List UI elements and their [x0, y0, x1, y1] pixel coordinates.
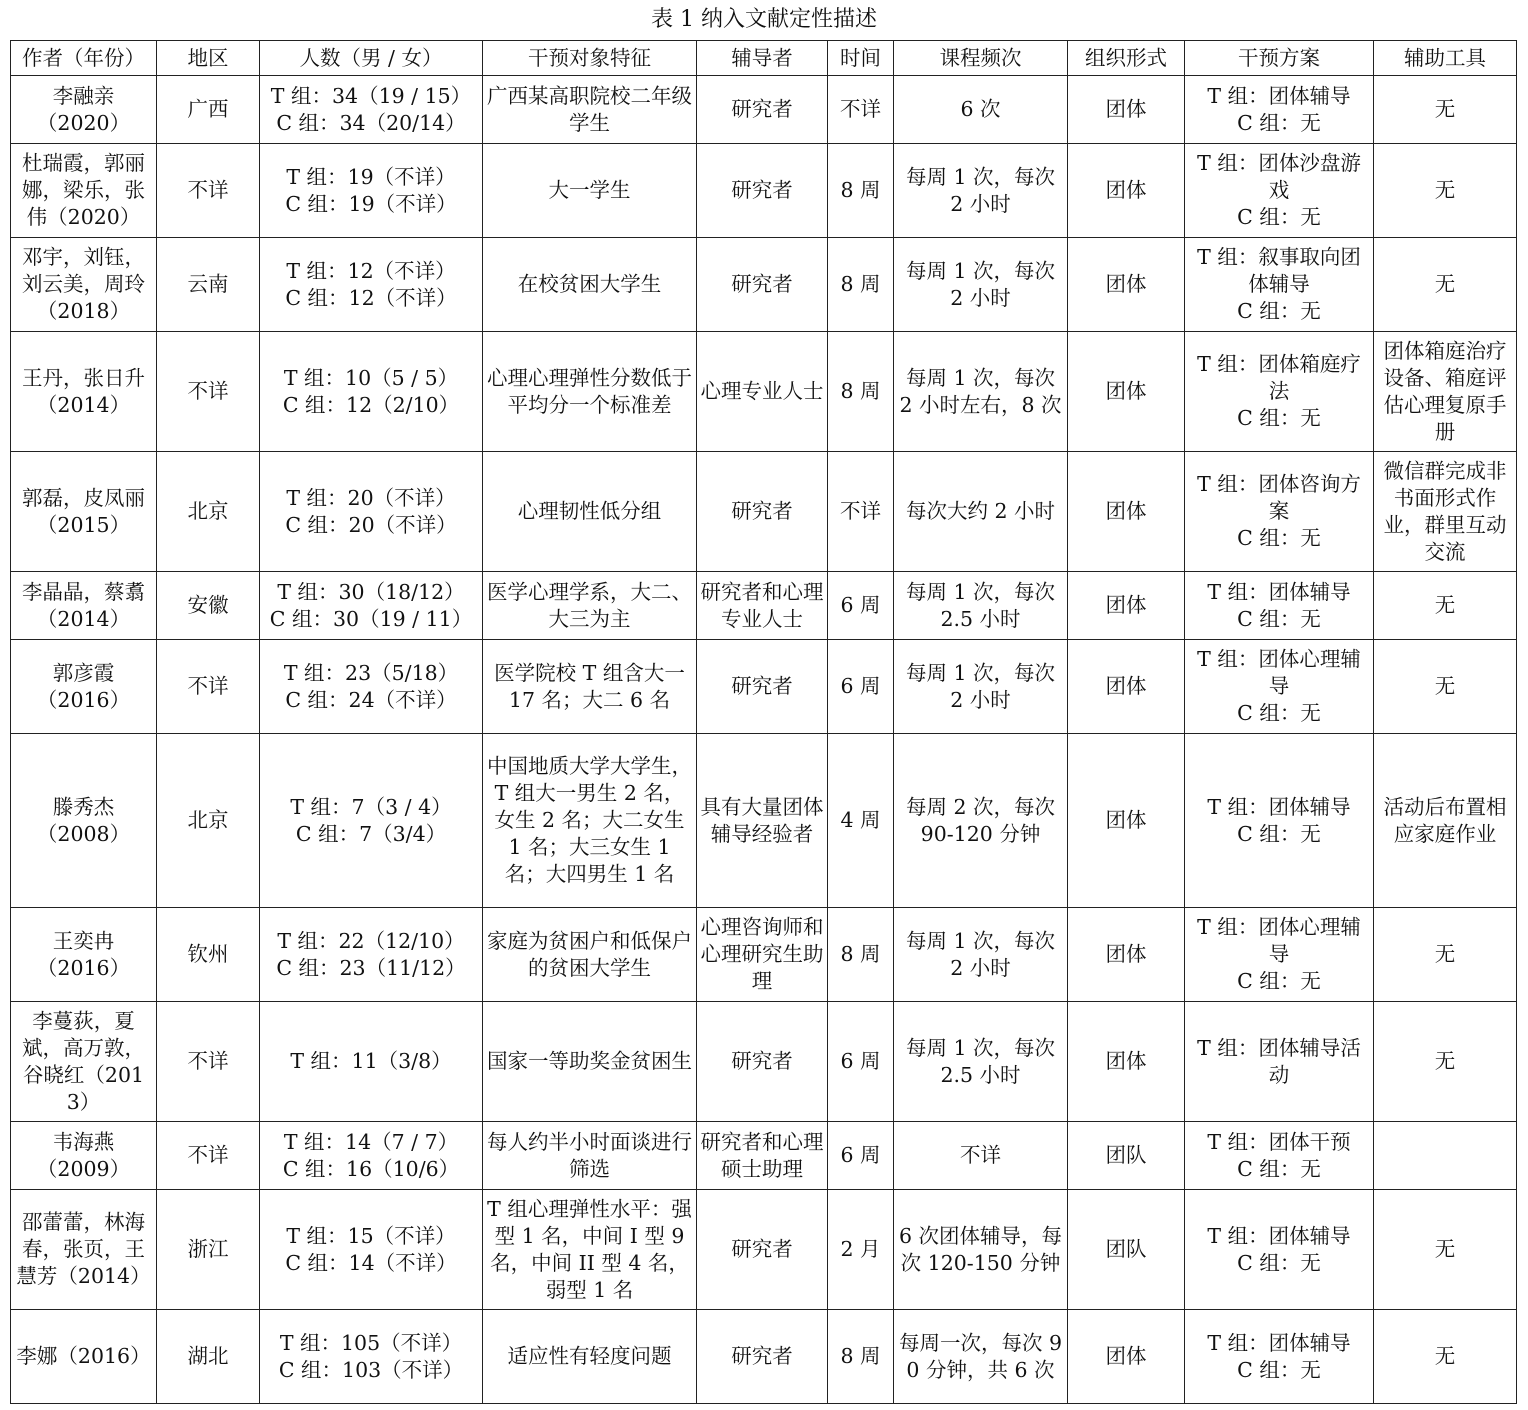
cell-count: T 组：23（5/18） C 组：24（不详） [260, 640, 483, 734]
cell-tools: 无 [1374, 572, 1517, 640]
cell-author: 邵蕾蕾，林海春，张页，王慧芳（2014） [11, 1190, 157, 1310]
cell-subjects: 中国地质大学大学生，T 组大一男生 2 名，女生 2 名；大二女生 1 名；大三女生 1 名；大四男生 1 名 [483, 734, 697, 908]
cell-subjects: 每人约半小时面谈进行筛选 [483, 1122, 697, 1190]
cell-count: T 组：12（不详） C 组：12（不详） [260, 238, 483, 332]
cell-plan: T 组：团体辅导活动 [1185, 1002, 1374, 1122]
cell-plan: T 组：团体箱庭疗法 C 组：无 [1185, 332, 1374, 452]
cell-format: 团体 [1068, 332, 1185, 452]
header-subjects: 干预对象特征 [483, 41, 697, 76]
cell-region: 广西 [157, 76, 260, 144]
cell-count: T 组：105（不详） C 组：103（不详） [260, 1310, 483, 1404]
cell-count: T 组：19（不详） C 组：19（不详） [260, 144, 483, 238]
cell-tutor: 研究者和心理硕士助理 [697, 1122, 828, 1190]
cell-tutor: 研究者 [697, 238, 828, 332]
cell-region: 不详 [157, 1002, 260, 1122]
cell-subjects: 适应性有轻度问题 [483, 1310, 697, 1404]
cell-frequency: 每周 1 次，每次 2 小时 [894, 238, 1068, 332]
cell-plan: T 组：团体心理辅导 C 组：无 [1185, 908, 1374, 1002]
cell-time: 8 周 [828, 1310, 894, 1404]
cell-region: 浙江 [157, 1190, 260, 1310]
cell-subjects: 心理韧性低分组 [483, 452, 697, 572]
cell-author: 滕秀杰 （2008） [11, 734, 157, 908]
header-count: 人数（男 / 女） [260, 41, 483, 76]
cell-frequency: 每周 1 次，每次 2 小时 [894, 144, 1068, 238]
cell-format: 团队 [1068, 1190, 1185, 1310]
cell-time: 不详 [828, 76, 894, 144]
cell-time: 6 周 [828, 1122, 894, 1190]
table-row [11, 144, 1517, 238]
cell-time: 8 周 [828, 238, 894, 332]
cell-tools: 团体箱庭治疗设备、箱庭评估心理复原手册 [1374, 332, 1517, 452]
cell-region: 不详 [157, 144, 260, 238]
cell-tutor: 研究者 [697, 76, 828, 144]
cell-author: 杜瑞霞，郭丽娜，梁乐，张伟（2020） [11, 144, 157, 238]
cell-author: 郭磊，皮凤丽（2015） [11, 452, 157, 572]
cell-plan: T 组：团体辅导 C 组：无 [1185, 1190, 1374, 1310]
literature-table [10, 40, 1517, 1404]
table-row [11, 1190, 1517, 1310]
cell-time: 6 周 [828, 1002, 894, 1122]
cell-count: T 组：7（3 / 4） C 组：7（3/4） [260, 734, 483, 908]
cell-tools: 微信群完成非书面形式作业，群里互动交流 [1374, 452, 1517, 572]
cell-plan: T 组：团体咨询方案 C 组：无 [1185, 452, 1374, 572]
table-row [11, 76, 1517, 144]
cell-time: 6 周 [828, 640, 894, 734]
table-row [11, 1122, 1517, 1190]
cell-subjects: 大一学生 [483, 144, 697, 238]
cell-time: 4 周 [828, 734, 894, 908]
cell-subjects: 医学院校 T 组含大一 17 名；大二 6 名 [483, 640, 697, 734]
header-tutor: 辅导者 [697, 41, 828, 76]
cell-count: T 组：34（19 / 15） C 组：34（20/14） [260, 76, 483, 144]
cell-subjects: 心理心理弹性分数低于平均分一个标准差 [483, 332, 697, 452]
header-time: 时间 [828, 41, 894, 76]
cell-tutor: 研究者 [697, 1190, 828, 1310]
cell-tools: 无 [1374, 76, 1517, 144]
cell-region: 北京 [157, 734, 260, 908]
cell-count: T 组：30（18/12） C 组：30（19 / 11） [260, 572, 483, 640]
table-row [11, 332, 1517, 452]
cell-format: 团队 [1068, 1122, 1185, 1190]
cell-author: 李晶晶，蔡翥（2014） [11, 572, 157, 640]
cell-time: 8 周 [828, 908, 894, 1002]
cell-plan: T 组：团体辅导 C 组：无 [1185, 734, 1374, 908]
cell-format: 团体 [1068, 238, 1185, 332]
cell-frequency: 每周 1 次，每次 2 小时左右，8 次 [894, 332, 1068, 452]
cell-region: 不详 [157, 640, 260, 734]
cell-time: 6 周 [828, 572, 894, 640]
cell-format: 团体 [1068, 1002, 1185, 1122]
cell-tools [1374, 1122, 1517, 1190]
cell-count: T 组：11（3/8） [260, 1002, 483, 1122]
cell-plan: T 组：团体辅导 C 组：无 [1185, 572, 1374, 640]
cell-format: 团体 [1068, 452, 1185, 572]
cell-frequency: 6 次 [894, 76, 1068, 144]
header-author: 作者（年份） [11, 41, 157, 76]
header-region: 地区 [157, 41, 260, 76]
cell-frequency: 6 次团体辅导，每次 120-150 分钟 [894, 1190, 1068, 1310]
table-row [11, 1002, 1517, 1122]
cell-frequency: 每周 1 次，每次 2.5 小时 [894, 1002, 1068, 1122]
cell-region: 北京 [157, 452, 260, 572]
table-row [11, 452, 1517, 572]
cell-frequency: 每周 1 次，每次 2 小时 [894, 908, 1068, 1002]
cell-format: 团体 [1068, 640, 1185, 734]
cell-subjects: 在校贫困大学生 [483, 238, 697, 332]
cell-time: 不详 [828, 452, 894, 572]
cell-region: 湖北 [157, 1310, 260, 1404]
cell-tutor: 研究者 [697, 1310, 828, 1404]
cell-tutor: 具有大量团体辅导经验者 [697, 734, 828, 908]
cell-time: 8 周 [828, 144, 894, 238]
cell-subjects: 医学心理学系，大二、大三为主 [483, 572, 697, 640]
cell-count: T 组：14（7 / 7） C 组：16（10/6） [260, 1122, 483, 1190]
table-row [11, 908, 1517, 1002]
cell-author: 韦海燕 （2009） [11, 1122, 157, 1190]
cell-tools: 无 [1374, 144, 1517, 238]
cell-plan: T 组：团体干预 C 组：无 [1185, 1122, 1374, 1190]
cell-tutor: 研究者 [697, 640, 828, 734]
cell-plan: T 组：团体辅导 C 组：无 [1185, 1310, 1374, 1404]
cell-tools: 无 [1374, 640, 1517, 734]
cell-frequency: 每周 2 次，每次 90-120 分钟 [894, 734, 1068, 908]
cell-tutor: 研究者 [697, 452, 828, 572]
table-row [11, 1310, 1517, 1404]
cell-tools: 无 [1374, 1310, 1517, 1404]
table-body [11, 76, 1517, 1404]
cell-tools: 无 [1374, 1190, 1517, 1310]
cell-author: 邓宇，刘钰，刘云美，周玲（2018） [11, 238, 157, 332]
cell-count: T 组：10（5 / 5） C 组：12（2/10） [260, 332, 483, 452]
cell-plan: T 组：团体心理辅导 C 组：无 [1185, 640, 1374, 734]
cell-tutor: 研究者 [697, 1002, 828, 1122]
header-row [11, 41, 1517, 76]
cell-region: 不详 [157, 332, 260, 452]
cell-subjects: 家庭为贫困户和低保户的贫困大学生 [483, 908, 697, 1002]
cell-author: 李蔓荻，夏斌，高万敦，谷晓红（2013） [11, 1002, 157, 1122]
cell-region: 云南 [157, 238, 260, 332]
header-plan: 干预方案 [1185, 41, 1374, 76]
cell-format: 团体 [1068, 144, 1185, 238]
cell-plan: T 组：团体辅导 C 组：无 [1185, 76, 1374, 144]
cell-author: 王奕冉 （2016） [11, 908, 157, 1002]
cell-author: 王丹，张日升（2014） [11, 332, 157, 452]
cell-region: 钦州 [157, 908, 260, 1002]
header-frequency: 课程频次 [894, 41, 1068, 76]
header-tools: 辅助工具 [1374, 41, 1517, 76]
table-row [11, 734, 1517, 908]
cell-author: 李娜（2016） [11, 1310, 157, 1404]
table-caption: 表 1 纳入文献定性描述 [651, 7, 877, 32]
cell-format: 团体 [1068, 572, 1185, 640]
cell-frequency: 每次大约 2 小时 [894, 452, 1068, 572]
cell-format: 团体 [1068, 734, 1185, 908]
cell-subjects: T 组心理弹性水平：强型 1 名，中间 I 型 9 名，中间 II 型 4 名，弱型 1 名 [483, 1190, 697, 1310]
cell-tutor: 心理咨询师和心理研究生助理 [697, 908, 828, 1002]
cell-tutor: 研究者 [697, 144, 828, 238]
cell-region: 不详 [157, 1122, 260, 1190]
cell-frequency: 每周 1 次，每次 2 小时 [894, 640, 1068, 734]
cell-tutor: 研究者和心理专业人士 [697, 572, 828, 640]
cell-tools: 无 [1374, 238, 1517, 332]
cell-format: 团体 [1068, 908, 1185, 1002]
cell-tools: 活动后布置相应家庭作业 [1374, 734, 1517, 908]
cell-plan: T 组：团体沙盘游戏 C 组：无 [1185, 144, 1374, 238]
cell-tools: 无 [1374, 1002, 1517, 1122]
table-row [11, 572, 1517, 640]
cell-format: 团体 [1068, 76, 1185, 144]
cell-subjects: 广西某高职院校二年级学生 [483, 76, 697, 144]
table-row [11, 238, 1517, 332]
cell-author: 李融亲 （2020） [11, 76, 157, 144]
cell-tools: 无 [1374, 908, 1517, 1002]
cell-time: 8 周 [828, 332, 894, 452]
cell-subjects: 国家一等助奖金贫困生 [483, 1002, 697, 1122]
header-format: 组织形式 [1068, 41, 1185, 76]
cell-frequency: 每周一次，每次 90 分钟，共 6 次 [894, 1310, 1068, 1404]
cell-count: T 组：15（不详） C 组：14（不详） [260, 1190, 483, 1310]
cell-plan: T 组：叙事取向团体辅导 C 组：无 [1185, 238, 1374, 332]
cell-count: T 组：20（不详） C 组：20（不详） [260, 452, 483, 572]
cell-tutor: 心理专业人士 [697, 332, 828, 452]
table-row [11, 640, 1517, 734]
cell-format: 团体 [1068, 1310, 1185, 1404]
cell-count: T 组：22（12/10） C 组：23（11/12） [260, 908, 483, 1002]
cell-frequency: 不详 [894, 1122, 1068, 1190]
cell-region: 安徽 [157, 572, 260, 640]
cell-frequency: 每周 1 次，每次 2.5 小时 [894, 572, 1068, 640]
cell-author: 郭彦霞 （2016） [11, 640, 157, 734]
cell-time: 2 月 [828, 1190, 894, 1310]
